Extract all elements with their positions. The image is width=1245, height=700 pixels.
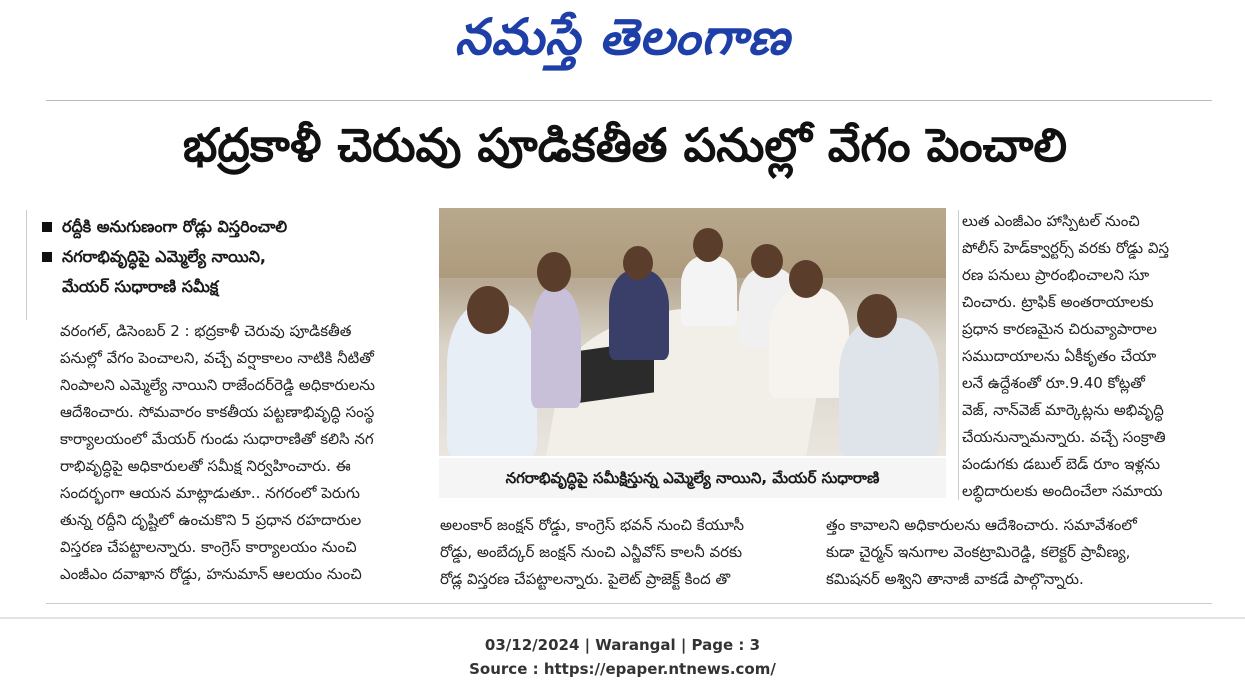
body-line: వరంగల్, డిసెంబర్ 2 : భద్రకాళీ చెరువు పూడికతీత bbox=[60, 322, 352, 340]
body-line: రోడ్ల విస్తరణ చేపట్టాలన్నారు. పైలెట్ ప్రాజెక్ట్ కింద తొ bbox=[440, 570, 731, 588]
body-line: చేయనున్నామన్నారు. వచ్చే సంక్రాతి bbox=[962, 428, 1166, 446]
photo-person bbox=[609, 270, 669, 360]
article-body-right-bottom bbox=[826, 512, 1210, 593]
body-line: పండుగకు డబుల్ బెడ్ రూం ఇళ్లను bbox=[962, 455, 1161, 473]
bullet-icon bbox=[42, 252, 52, 262]
photo-person-head bbox=[751, 244, 783, 278]
body-line: కమిషనర్ అశ్విని తానాజీ వాకడే పాల్గొన్నారు. bbox=[826, 570, 1084, 588]
column-divider bbox=[26, 210, 27, 320]
newspaper-masthead bbox=[0, 8, 1245, 79]
body-line: రాభివృద్ధిపై అధికారులతో సమీక్ష నిర్వహించారు. ఈ bbox=[60, 457, 351, 475]
body-line: పనుల్లో వేగం పెంచాలని, వచ్చే వర్షాకాలం నాటికి నీటితో bbox=[60, 349, 374, 367]
article-body-middle-bottom bbox=[440, 512, 810, 593]
bullet-icon bbox=[42, 222, 52, 232]
body-line: సందర్భంగా ఆయన మాట్లాడుతూ.. నగరంలో పెరుగు bbox=[60, 484, 360, 502]
body-line: విస్తరణ చేపట్టాలన్నారు. కాంగ్రెస్ కార్యాలయం నుంచి bbox=[60, 538, 357, 556]
photo-person-head bbox=[789, 260, 823, 298]
article-body-right-column bbox=[962, 208, 1208, 505]
body-line: తున్న రద్దీని దృష్టిలో ఉంచుకొని 5 ప్రధాన రహదారుల bbox=[60, 511, 362, 529]
body-line: లబ్ధిదారులకు అందించేలా సమాయ bbox=[962, 482, 1163, 500]
footer-source: Source : https://epaper.ntnews.com/ bbox=[469, 660, 776, 678]
photo-person bbox=[769, 288, 849, 398]
highlight-item-continued bbox=[42, 272, 412, 302]
photo-caption: నగరాభివృద్ధిపై సమీక్షిస్తున్న ఎమ్మెల్యే నాయిని, మేయర్ సుధారాణి bbox=[439, 458, 946, 498]
highlight-item bbox=[42, 242, 412, 272]
body-line: రోడ్డు, అంబేద్కర్ జంక్షన్ నుంచి ఎన్జీవోస్ కాలనీ వరకు bbox=[440, 543, 743, 561]
body-line: త్తం కావాలని అధికారులను ఆదేశించారు. సమావేశంలో bbox=[826, 516, 1137, 534]
body-line: కుడా చైర్మన్ ఇనుగాల వెంకట్రామిరెడ్డి, కలెక్టర్ ప్రావీణ్య, bbox=[826, 543, 1131, 561]
highlight-text: నగరాభివృద్ధిపై ఎమ్మెల్యే నాయిని, bbox=[62, 247, 267, 266]
body-line: రణ పనులు ప్రారంభించాలని సూ bbox=[962, 266, 1150, 284]
body-line: పోలీస్ హెడ్‌క్వార్టర్స్ వరకు రోడ్డు విస్త bbox=[962, 239, 1170, 257]
body-line: అలంకార్ జంక్షన్ రోడ్డు, కాంగ్రెస్ భవన్ నుంచి కేయూసీ bbox=[440, 516, 744, 534]
body-line: ప్రధాన కారణమైన చిరువ్యాపారాల bbox=[962, 320, 1157, 338]
body-line: ఎంజీఎం దవాఖాన రోడ్డు, హనుమాన్ ఆలయం నుంచి bbox=[60, 565, 362, 583]
meeting-photo bbox=[439, 208, 946, 456]
article-highlights bbox=[42, 212, 412, 302]
article-headline: భద్రకాళీ చెరువు పూడికతీత పనుల్లో వేగం పెంచాలి bbox=[182, 118, 1068, 172]
column-divider bbox=[958, 210, 959, 500]
body-line: నింపాలని ఎమ్మెల్యే నాయిని రాజేందర్‌రెడ్డి అధికారులను bbox=[60, 376, 375, 394]
article-body-left-column bbox=[60, 318, 412, 588]
photo-person-head bbox=[693, 228, 723, 262]
body-line: లుత ఎంజీఎం హాస్పిటల్ నుంచి bbox=[962, 212, 1140, 230]
body-line: కార్యాలయంలో మేయర్ గుండు సుధారాణితో కలిసి నగ bbox=[60, 430, 374, 448]
photo-person bbox=[681, 256, 737, 326]
body-line: ఆదేశించారు. సోమవారం కాకతీయ పట్టణాభివృద్ధి సంస్థ bbox=[60, 403, 375, 421]
masthead-divider bbox=[46, 100, 1212, 101]
highlight-text: మేయర్ సుధారాణి సమీక్ష bbox=[62, 277, 219, 296]
photo-person bbox=[839, 318, 939, 456]
article-bottom-rule bbox=[46, 603, 1212, 604]
photo-person-head bbox=[857, 294, 897, 338]
body-line: వెజ్, నాన్‌వెజ్ మార్కెట్లను అభివృద్ధి bbox=[962, 401, 1164, 419]
photo-person bbox=[531, 288, 581, 408]
footer-edition-info: 03/12/2024 | Warangal | Page : 3 bbox=[484, 636, 761, 654]
photo-person-head bbox=[467, 286, 509, 334]
photo-person-head bbox=[537, 252, 571, 292]
body-line: లనే ఉద్దేశంతో రూ.9.40 కోట్లతో bbox=[962, 374, 1145, 392]
highlight-text: రద్దీకి అనుగుణంగా రోడ్లు విస్తరించాలి bbox=[62, 217, 288, 236]
page-bottom-rule bbox=[0, 617, 1245, 619]
body-line: చించారు. ట్రాఫిక్ అంతరాయాలకు bbox=[962, 293, 1154, 311]
masthead-title: నమస్తే తెలంగాణ bbox=[454, 8, 791, 66]
highlight-item bbox=[42, 212, 412, 242]
body-line: సముదాయాలను ఏకీకృతం చేయా bbox=[962, 347, 1157, 365]
photo-person-head bbox=[623, 246, 653, 280]
